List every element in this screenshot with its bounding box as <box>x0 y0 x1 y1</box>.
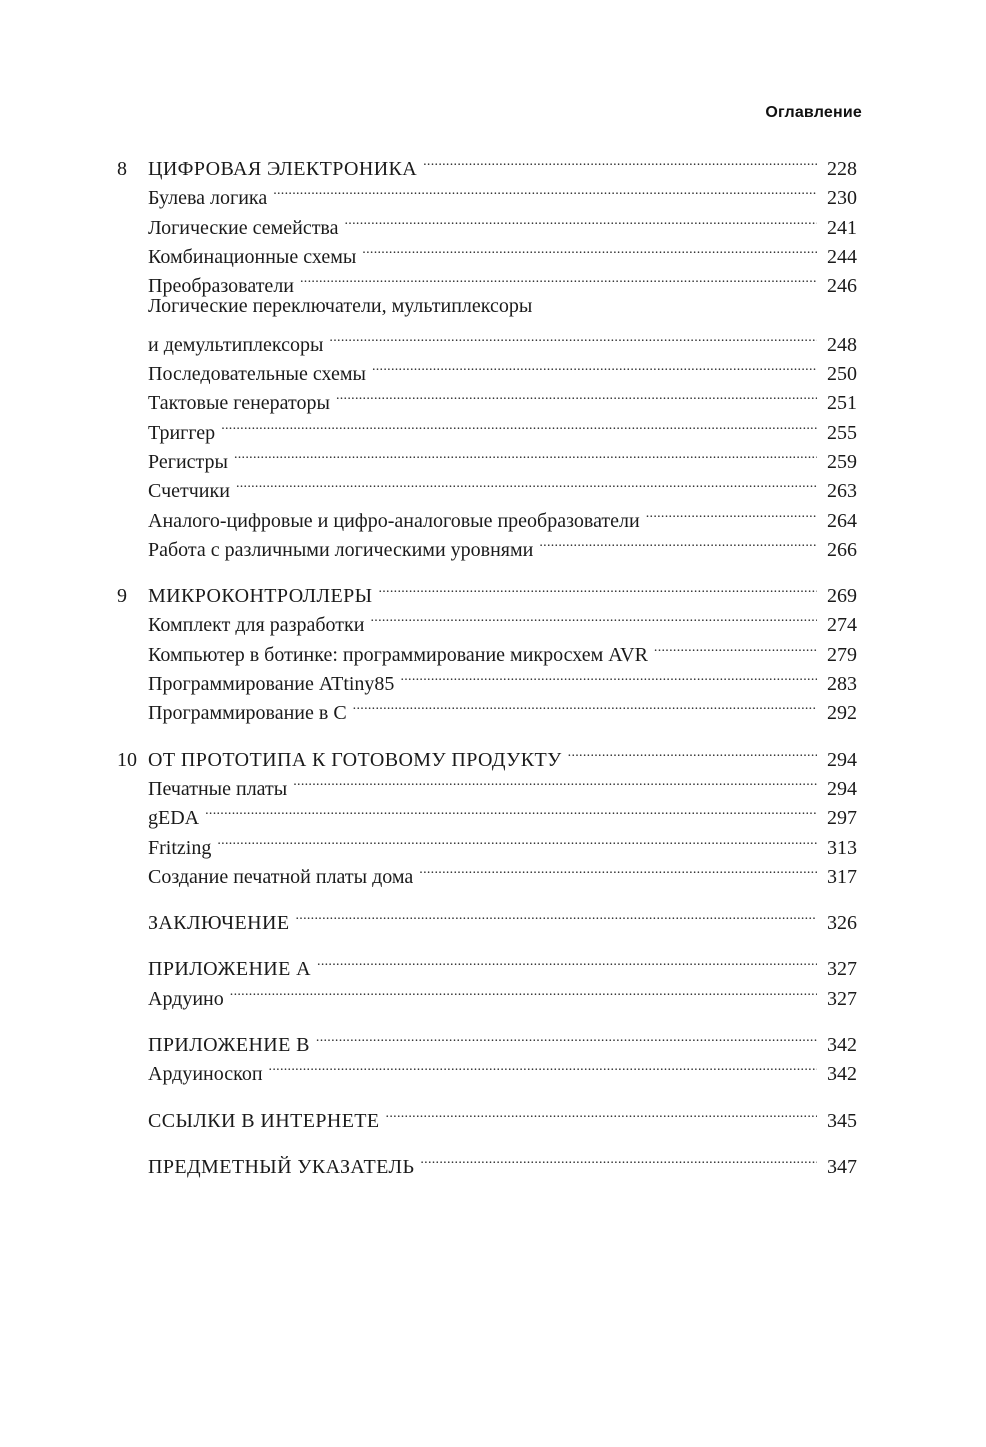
toc-section <box>117 946 857 1010</box>
toc-chapter-entry[interactable] <box>117 737 857 771</box>
dot-leader <box>400 661 817 690</box>
entry-title: Триггер <box>148 421 216 444</box>
entry-page-number: 347 <box>827 1155 857 1178</box>
dot-leader <box>372 351 817 380</box>
dot-leader <box>370 602 817 631</box>
entry-page-number: 342 <box>827 1063 857 1086</box>
dot-leader <box>295 900 817 929</box>
entry-title: Комплект для разработки <box>148 614 365 637</box>
dot-leader <box>236 468 817 497</box>
toc-subentry[interactable] <box>117 766 857 800</box>
entry-page-number: 264 <box>827 509 857 532</box>
toc-section <box>117 573 857 725</box>
dot-leader <box>345 205 818 234</box>
toc-subentry[interactable] <box>117 263 857 298</box>
toc-subentry[interactable] <box>117 527 857 561</box>
entry-title: Логические переключатели, мультиплексоры <box>148 295 533 318</box>
entry-page-number: 313 <box>827 836 857 859</box>
toc-subentry[interactable] <box>117 690 857 725</box>
entry-page-number: 244 <box>827 245 857 268</box>
entry-page-number: 283 <box>827 673 857 696</box>
toc-chapter-entry[interactable] <box>117 573 857 608</box>
entry-page-number: 241 <box>827 216 857 239</box>
dot-leader <box>654 632 817 661</box>
entry-title: Булева логика <box>148 187 268 210</box>
entry-page-number: 294 <box>827 777 857 800</box>
toc-subentry[interactable] <box>117 795 857 830</box>
entry-title: Fritzing <box>148 836 212 859</box>
toc-subentry[interactable] <box>117 602 857 637</box>
dot-leader <box>420 1144 817 1173</box>
entry-title: ПРИЛОЖЕНИЕ В <box>148 1034 310 1057</box>
entry-title: МИКРОКОНТРОЛЛЕРЫ <box>148 585 373 608</box>
dot-leader <box>293 766 817 795</box>
entry-page-number: 255 <box>827 421 857 444</box>
dot-leader <box>300 263 817 292</box>
entry-title: Регистры <box>148 450 228 473</box>
entry-page-number: 292 <box>827 702 857 725</box>
entry-page-number: 228 <box>827 158 857 180</box>
dot-leader <box>217 825 817 854</box>
entry-title: Компьютер в ботинке: программирование микросхем AVR <box>148 643 648 666</box>
entry-title: Создание печатной платы дома <box>148 865 414 888</box>
entry-title: Программирование в C <box>148 702 347 725</box>
toc-subentry[interactable] <box>117 854 857 888</box>
entry-title: ЦИФРОВАЯ ЭЛЕКТРОНИКА <box>148 158 418 180</box>
entry-title: gEDA <box>148 807 200 830</box>
toc-section <box>117 146 857 561</box>
toc-section <box>117 1022 857 1086</box>
dot-leader <box>234 439 817 468</box>
entry-title: Тактовые генераторы <box>148 392 330 415</box>
entry-title: ПРИЛОЖЕНИЕ А <box>148 958 312 981</box>
entry-page-number: 279 <box>827 643 857 666</box>
toc-subentry[interactable] <box>117 468 857 503</box>
entry-page-number: 327 <box>827 987 857 1010</box>
toc-subentry[interactable] <box>117 825 857 859</box>
entry-page-number: 263 <box>827 480 857 503</box>
entry-title: Работа с различными логическими уровнями <box>148 538 534 561</box>
entry-page-number: 266 <box>827 538 857 561</box>
dot-leader <box>419 854 817 883</box>
entry-page-number: 230 <box>827 187 857 210</box>
entry-page-number: 294 <box>827 748 857 771</box>
dot-leader <box>336 380 817 409</box>
dot-leader <box>378 573 817 602</box>
entry-title: Комбинационные схемы <box>148 245 357 268</box>
dot-leader <box>353 690 817 719</box>
toc-subentry[interactable] <box>117 976 857 1010</box>
entry-page-number: 297 <box>827 807 857 830</box>
toc-section <box>117 900 857 935</box>
entry-page-number: 342 <box>827 1034 857 1057</box>
dot-leader <box>205 795 817 824</box>
entry-title: Программирование ATtiny85 <box>148 673 395 696</box>
entry-title: Ардуиноскоп <box>148 1063 263 1086</box>
entry-title: Печатные платы <box>148 777 288 800</box>
dot-leader <box>230 976 817 1005</box>
toc-chapter-entry[interactable] <box>117 1022 857 1057</box>
entry-title: Аналого-цифровые и цифро-аналоговые преобразователи <box>148 509 640 532</box>
dot-leader <box>221 410 817 439</box>
toc-subentry[interactable] <box>117 322 857 356</box>
toc-subentry[interactable] <box>117 175 857 210</box>
entry-page-number: 259 <box>827 450 857 473</box>
toc-subentry[interactable] <box>117 439 857 473</box>
entry-title: ОТ ПРОТОТИПА К ГОТОВОМУ ПРОДУКТУ <box>148 748 562 771</box>
entry-title: и демультиплексоры <box>148 333 324 356</box>
dot-leader <box>269 1051 817 1080</box>
toc-section <box>117 1098 857 1132</box>
entry-page-number: 327 <box>827 958 857 981</box>
dot-leader <box>329 322 817 351</box>
running-head: Оглавление <box>765 104 862 121</box>
entry-page-number: 345 <box>827 1109 857 1132</box>
entry-number: 8 <box>117 158 127 180</box>
entry-number: 10 <box>117 748 137 771</box>
dot-leader <box>539 527 817 556</box>
entry-title: Последовательные схемы <box>148 363 366 386</box>
dot-leader <box>646 498 817 527</box>
entry-page-number: 250 <box>827 363 857 386</box>
entry-title: ССЫЛКИ В ИНТЕРНЕТЕ <box>148 1109 380 1132</box>
toc-subentry[interactable] <box>117 234 857 268</box>
dot-leader <box>273 175 817 204</box>
toc-subentry[interactable] <box>117 1051 857 1086</box>
entry-title: ПРЕДМЕТНЫЙ УКАЗАТЕЛЬ <box>148 1155 415 1178</box>
dot-leader <box>316 1022 817 1051</box>
toc-subentry[interactable] <box>117 410 857 444</box>
toc-chapter-entry[interactable] <box>117 1098 857 1132</box>
toc-subentry[interactable] <box>117 205 857 239</box>
entry-title: Логические семейства <box>148 216 339 239</box>
dot-leader <box>423 146 817 175</box>
entry-page-number: 269 <box>827 585 857 608</box>
toc-subentry[interactable] <box>117 351 857 386</box>
entry-title: Преобразователи <box>148 275 294 298</box>
toc-subentry[interactable] <box>117 661 857 696</box>
toc-chapter-entry[interactable] <box>117 146 857 180</box>
toc-section <box>117 1144 857 1178</box>
entry-page-number: 274 <box>827 614 857 637</box>
entry-page-number: 246 <box>827 275 857 298</box>
entry-title: ЗАКЛЮЧЕНИЕ <box>148 912 290 935</box>
entry-page-number: 251 <box>827 392 857 415</box>
entry-title: Ардуино <box>148 987 224 1010</box>
table-of-contents <box>117 146 857 1190</box>
entry-page-number: 317 <box>827 865 857 888</box>
toc-chapter-entry[interactable] <box>117 900 857 935</box>
toc-subentry[interactable] <box>117 380 857 415</box>
entry-title: Счетчики <box>148 480 230 503</box>
toc-chapter-entry[interactable] <box>117 1144 857 1178</box>
dot-leader <box>362 234 817 263</box>
toc-chapter-entry[interactable] <box>117 946 857 981</box>
entry-page-number: 248 <box>827 333 857 356</box>
dot-leader <box>568 737 817 766</box>
toc-section <box>117 737 857 888</box>
dot-leader <box>386 1098 817 1127</box>
toc-subentry-line <box>117 292 857 321</box>
entry-page-number: 326 <box>827 912 857 935</box>
entry-number: 9 <box>117 585 127 608</box>
dot-leader <box>317 946 817 975</box>
toc-subentry[interactable] <box>117 632 857 666</box>
toc-subentry[interactable] <box>117 498 857 532</box>
